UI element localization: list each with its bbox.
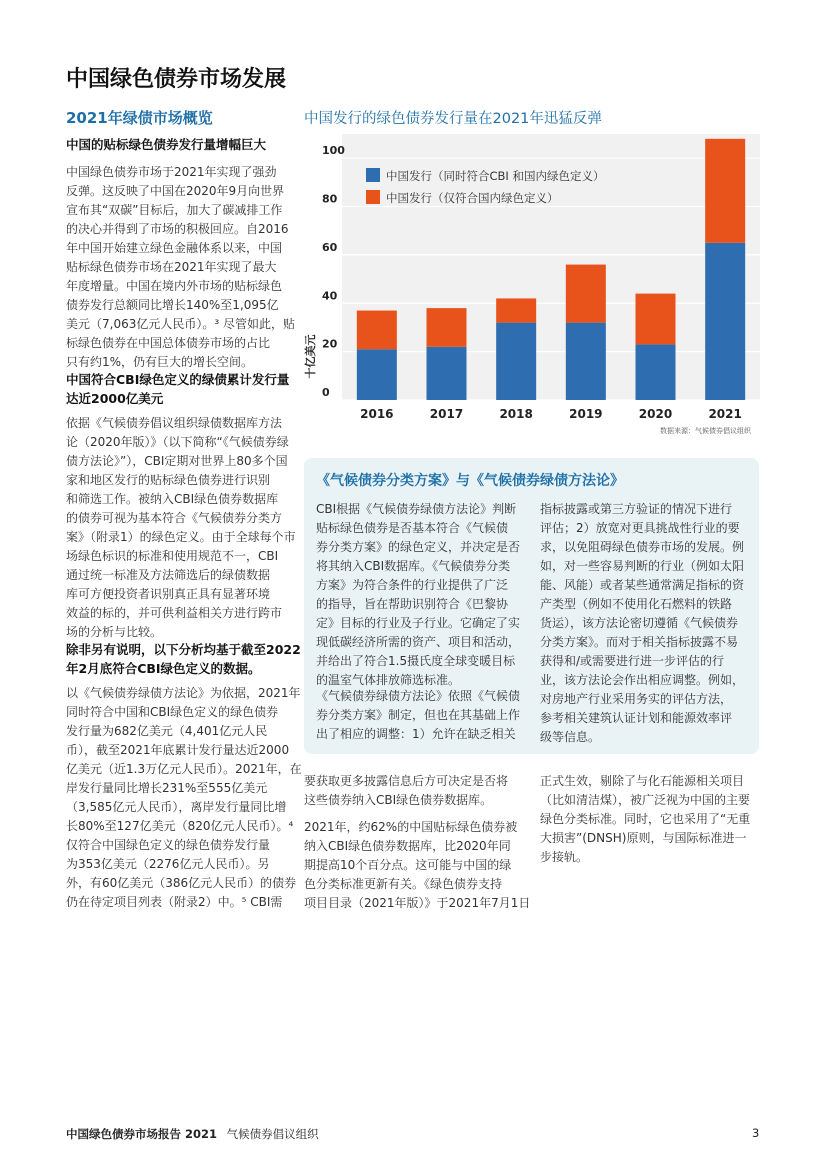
text-line: 现低碳经济所需的资产、项目和活动， — [316, 635, 521, 649]
text-line: 案》（附录1）的绿色定义。由于全球每个市 — [66, 530, 296, 544]
text-line: 岸发行量同比增长231%至555亿美元 — [66, 781, 268, 795]
text-line: 的决心并得到了市场的积极回应。自2016 — [66, 222, 289, 236]
text-line: 能、风能）或者某些通常满足指标的资 — [540, 578, 745, 592]
text-line: 宣布其“双碳”目标后，加大了碳减排工作 — [66, 203, 283, 217]
text-line: 债方法论》”），CBI定期对世界上80多个国 — [66, 454, 288, 468]
y-tick-label: 0 — [322, 386, 330, 399]
x-tick-label: 2019 — [569, 407, 603, 421]
text-line: 仍在待定项目列表（附录2）中。⁵ CBI需 — [66, 895, 283, 909]
bar-2017-series-1 — [427, 308, 467, 347]
info-box-col2-para1 — [540, 500, 752, 747]
text-line: 同时符合中国和CBI绿色定义的绿色债券 — [66, 705, 279, 719]
text-line: 场的分析与比较。 — [66, 625, 163, 639]
text-line: 绿色分类标准。同时，它也采用了“无重 — [540, 812, 751, 826]
text-line: 如，对一些容易判断的行业（例如太阳 — [540, 559, 745, 573]
text-line: 期提高10个百分点。这可能与中国的绿 — [304, 858, 512, 872]
text-line: 的指导，旨在帮助识别符合《巴黎协 — [316, 597, 509, 611]
text-line: 券分类方案》制定，但也在其基础上作 — [316, 708, 521, 722]
text-line: 亿美元（近1.3万亿元人民币）。2021年，在 — [66, 762, 302, 776]
bar-2019-series-1 — [566, 265, 606, 323]
text-line: 场绿色标识的标准和使用规范不一，CBI — [66, 549, 279, 563]
text-line: 库可方便投资者识别真正具有显著环境 — [66, 587, 271, 601]
text-line: 评估；2）放宽对更具挑战性行业的要 — [540, 521, 740, 535]
text-line: 长80%至127亿美元（820亿元人民币）。⁴ — [66, 819, 294, 833]
text-line: 分类方案》。而对于相关指标披露不易 — [540, 635, 739, 649]
text-line: 反弹。这反映了中国在2020年9月向世界 — [66, 184, 285, 198]
text-line: 券分类方案》的绿色定义，并决定是否 — [316, 540, 521, 554]
bar-2020-series-1 — [636, 294, 676, 345]
legend-label-0: 中国发行（同时符合CBI 和国内绿色定义） — [386, 169, 605, 183]
text-line: 以《气候债券绿债方法论》为依据，2021年 — [66, 686, 301, 700]
text-line: 论（2020年版）》（以下简称“《气候债券绿 — [66, 435, 289, 449]
bar-2016-series-0 — [357, 349, 397, 400]
left-heading-2 — [66, 370, 296, 408]
footer-org: 气候债券倡议组织 — [226, 1127, 319, 1141]
x-tick-label: 2020 — [638, 407, 673, 421]
footer-report: 中国绿色债券市场报告 2021 — [66, 1127, 218, 1141]
bar-2018-series-1 — [496, 298, 536, 322]
bar-2018-series-0 — [496, 323, 536, 400]
text-line: 仅符合中国绿色定义的绿色债券发行量 — [66, 838, 271, 852]
text-line: （比如清洁煤），被广泛视为中国的主要 — [540, 793, 751, 807]
bar-chart — [300, 128, 770, 428]
text-line: 获得和/或需要进行进一步评估的行 — [540, 654, 725, 668]
text-line: 通过统一标准及方法筛选后的绿债数据 — [66, 568, 271, 582]
text-line: 对房地产行业采用务实的评估方法， — [540, 692, 733, 706]
text-line: 贴标绿色债券是否基本符合《气候债 — [316, 521, 509, 535]
left-heading-1: 中国的贴标绿色债券发行量增幅巨大 — [66, 137, 267, 152]
x-tick-label: 2018 — [499, 407, 533, 421]
left-paragraph-1 — [66, 163, 296, 372]
x-tick-label: 2016 — [360, 407, 394, 421]
text-line: 要获取更多披露信息后方可决定是否将 — [304, 774, 509, 788]
text-line: 纳入CBI绿色债券数据库，比2020年同 — [304, 839, 511, 853]
text-line: 只有约1%，仍有巨大的增长空间。 — [66, 355, 254, 369]
legend-swatch-1 — [366, 190, 380, 204]
y-tick-label: 60 — [322, 240, 338, 254]
text-line: 年中国开始建立绿色金融体系以来，中国 — [66, 241, 283, 255]
mid-paragraph-1 — [304, 772, 524, 810]
text-line: 标绿色债券在中国总体债券市场的占比 — [66, 336, 271, 350]
left-paragraph-3 — [66, 684, 302, 912]
text-line: 项目目录（2021年版）》于2021年7月1日 — [304, 896, 531, 910]
footer — [66, 1126, 319, 1142]
chart-source: 数据来源：气候债券倡议组织 — [660, 427, 751, 435]
left-paragraph-2 — [66, 414, 296, 642]
page-title: 中国绿色债券市场发展 — [66, 67, 287, 92]
text-line: 和筛选工作。被纳入CBI绿色债券数据库 — [66, 492, 279, 506]
text-line: 币），截至2021年底累计发行量达近2000 — [66, 743, 290, 757]
text-line: 贴标绿色债券市场在2021年实现了最大 — [66, 260, 277, 274]
bar-2021-series-0 — [705, 243, 745, 400]
y-axis-label: 十亿美元 — [304, 334, 317, 379]
text-line: 2021年，约62%的中国贴标绿色债券被 — [304, 820, 518, 834]
bar-2016-series-1 — [357, 311, 397, 350]
text-line: 参考相关建筑认证计划和能源效率评 — [540, 711, 733, 725]
text-line: 家和地区发行的贴标绿色债券进行识别 — [66, 473, 271, 487]
bar-2021-series-1 — [705, 139, 745, 243]
text-line: 债券发行总额同比增长140%至1,095亿 — [66, 298, 279, 312]
text-line: 达近2000亿美元 — [66, 391, 164, 406]
legend-swatch-0 — [366, 168, 380, 182]
text-line: 级等信息。 — [540, 730, 601, 744]
text-line: 正式生效，剔除了与化石能源相关项目 — [540, 774, 745, 788]
text-line: 外，有60亿美元（386亿元人民币）的债券 — [66, 876, 297, 890]
text-line: 《气候债券绿债方法论》依照《气候债 — [316, 689, 521, 703]
bar-2019-series-0 — [566, 323, 606, 400]
text-line: 将其纳入CBI数据库。《气候债券分类 — [316, 559, 511, 573]
text-line: 中国符合CBI绿色定义的绿债累计发行量 — [66, 372, 290, 387]
text-line: 方案》为符合条件的行业提供了广泛 — [316, 578, 509, 592]
text-line: CBI根据《气候债券绿债方法论》判断 — [316, 502, 517, 516]
right-paragraph-1 — [540, 772, 760, 867]
y-tick-label: 80 — [322, 192, 338, 206]
text-line: 年度增量。中国在境内外市场的贴标绿色 — [66, 279, 283, 293]
x-tick-label: 2017 — [429, 407, 464, 421]
text-line: 为353亿美元（2276亿元人民币）。另 — [66, 857, 270, 871]
bar-2020-series-0 — [636, 344, 676, 400]
text-line: 定》目标的行业及子行业。它确定了实 — [316, 616, 521, 630]
y-tick-label: 100 — [322, 144, 345, 158]
left-heading-3 — [66, 640, 301, 678]
text-line: 的债券可视为基本符合《气候债券分类方 — [66, 511, 283, 525]
text-line: 发行量为682亿美元（4,401亿元人民 — [66, 724, 268, 738]
page-number: 3 — [752, 1126, 760, 1140]
mid-paragraph-2 — [304, 818, 531, 913]
y-tick-label: 20 — [322, 337, 338, 351]
text-line: 出了相应的调整：1）允许在缺乏相关 — [316, 727, 516, 741]
text-line: 指标披露或第三方验证的情况下进行 — [540, 502, 733, 516]
text-line: 并给出了符合1.5摄氏度全球变暖目标 — [316, 654, 516, 668]
info-box-col1-para1 — [316, 500, 528, 690]
section-title: 2021年绿债市场概览 — [66, 109, 213, 127]
x-tick-label: 2021 — [708, 407, 742, 421]
text-line: 中国绿色债券市场于2021年实现了强劲 — [66, 165, 277, 179]
text-line: 年2月底符合CBI绿色定义的数据。 — [66, 661, 261, 676]
text-line: 效益的标的，并可供利益相关方进行跨市 — [66, 606, 283, 620]
text-line: 业，该方法论会作出相应调整。例如， — [540, 673, 745, 687]
info-box-col1-para2 — [316, 687, 528, 744]
text-line: 产类型（例如不使用化石燃料的铁路 — [540, 597, 733, 611]
text-line: 求，以免阻碍绿色债券市场的发展。例 — [540, 540, 745, 554]
text-line: 依据《气候债券倡议组织绿债数据库方法 — [66, 416, 283, 430]
text-line: 的温室气体排放筛选标准。 — [316, 673, 461, 687]
text-line: （3,585亿元人民币），离岸发行量同比增 — [66, 800, 287, 814]
chart-title: 中国发行的绿色债券发行量在2021年迅猛反弹 — [304, 111, 602, 127]
y-tick-label: 40 — [322, 289, 338, 303]
bar-2017-series-0 — [427, 347, 467, 400]
text-line: 美元（7,063亿元人民币）。³ 尽管如此，贴 — [66, 317, 295, 331]
text-line: 步接轨。 — [540, 850, 589, 864]
info-box-title: 《气候债券分类方案》与《气候债券绿债方法论》 — [316, 473, 624, 489]
text-line: 色分类标准更新有关。《绿色债券支持 — [304, 877, 503, 891]
text-line: 货运），该方法论密切遵循《气候债券 — [540, 616, 739, 630]
text-line: 除非另有说明，以下分析均基于截至2022 — [66, 642, 301, 657]
text-line: 大损害”(DNSH)原则，与国际标准进一 — [540, 831, 747, 845]
text-line: 这些债券纳入CBI绿色债券数据库。 — [304, 793, 493, 807]
legend-label-1: 中国发行（仅符合国内绿色定义） — [386, 191, 559, 205]
